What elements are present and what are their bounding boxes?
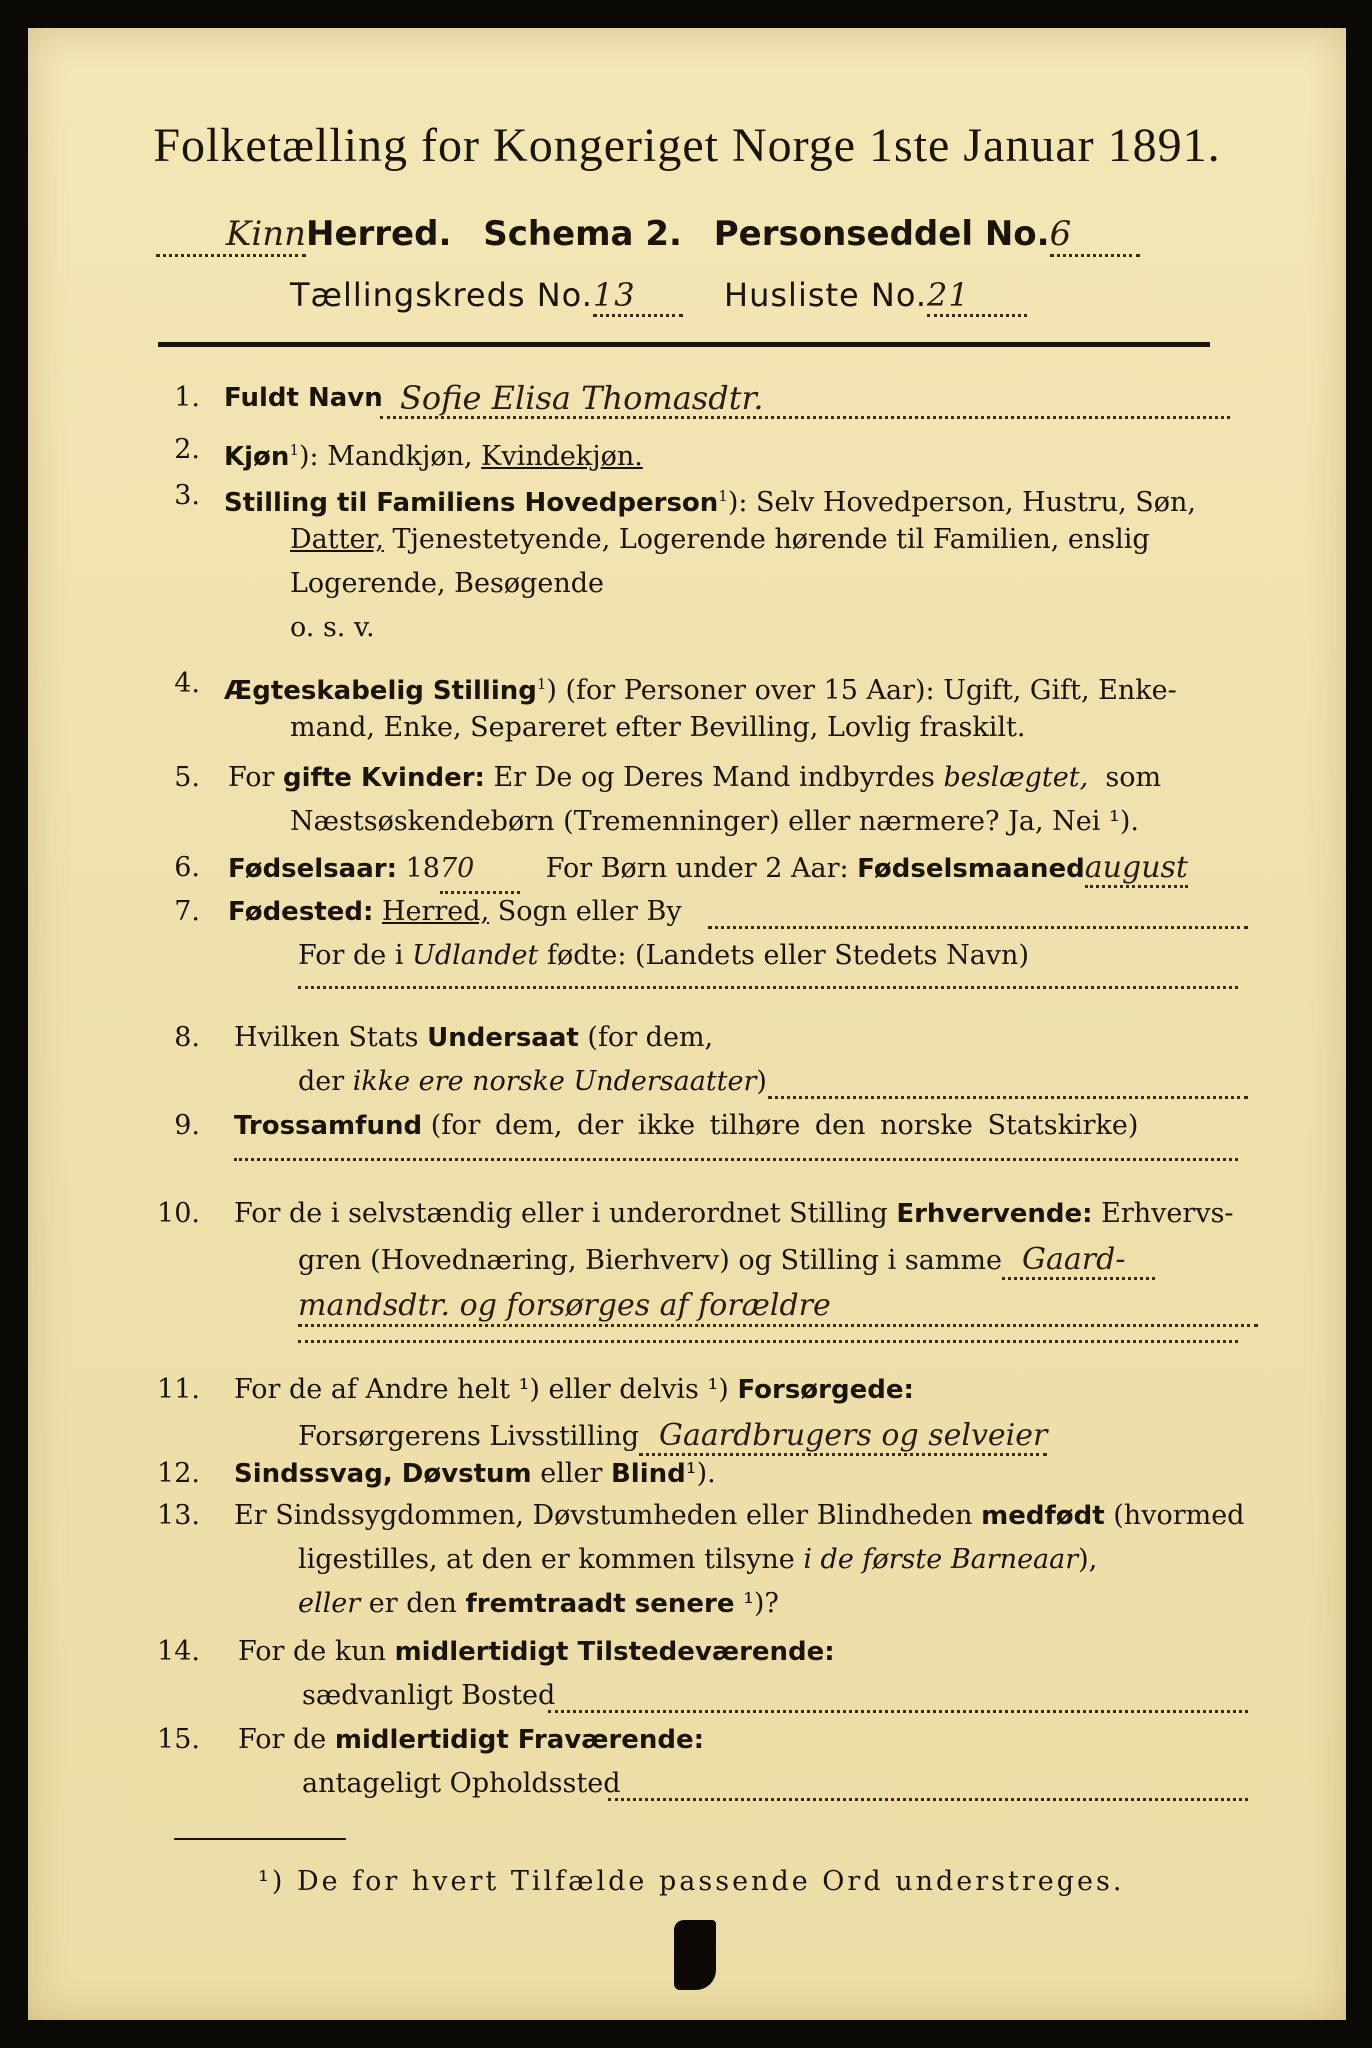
kreds-value: 13: [592, 276, 636, 314]
married-women-label: gifte Kvinder:: [283, 763, 485, 793]
kreds-label: Tællingskreds No.: [290, 276, 593, 314]
birth-year-label: Fødselsaar:: [228, 854, 397, 884]
temporary-absent-label: midlertidigt Fraværende:: [334, 1725, 705, 1755]
supported-label: Forsørgede:: [737, 1375, 914, 1405]
occupation-value-1: Gaard-: [1002, 1242, 1155, 1280]
birth-year-value: 70: [439, 853, 475, 884]
husliste-value: 21: [927, 276, 970, 314]
birth-month-value: august: [1085, 850, 1188, 888]
footnote: ¹) De for hvert Tilfælde passende Ord understreges.: [258, 1866, 1125, 1897]
footnote-rule: [174, 1838, 346, 1840]
ink-blot: [674, 1920, 716, 1990]
sex-label: Kjøn: [224, 442, 290, 472]
census-form: Folketælling for Kongeriget Norge 1ste Januar 1891. KinnHerred. Schema 2. Personseddel No.6 Tællingskreds No.13 Husliste No.21 1. Fuldt Navn Sofie Elisa Thomasdtr. 2. Kjøn$^1$): Mandkjøn, Kvindekjøn. 3. Stilling til Familiens Hovedperson$^1$): Selv Hovedperson, Hustru, Søn, Datter, Tjenestetyende, Logerende hørende til Familien, enslig Logerende, Besøgende o. s. v. 4. Ægteskabelig Stilling$^1$) (for Personer over 15 Aar): Ugift, Gift, Enke- mand, Enke, Separeret efter Bevilling, Lovlig fraskilt. 5. For gifte Kvinder: Er De og Deres Mand indbyrdes beslægtet, som Næstsøskendebørn (Tremenninger) eller nærmere? Ja, Nei ¹). 6. Fødselsaar: 1870 For Børn under 2 Aar: Fødselsmaanedaugust 7. Fødested: Herred, Sogn eller By For de i Udlandet fødte: (Landets eller Stedets Navn) 8. Hvilken Stats Undersaat (for dem, der ikke ere norske Undersaatter) 9. Trossamfund (for dem, der ikke tilhøre den norske Statskirke) 10. For de i selvstændig eller i underordnet Stilling Erhvervende: Erhvervs- gren (Hovednæring, Bierhverv) og Stilling i samme Gaard- mandsdtr. og forsørges af forældre 11. For de af Andre helt ¹) eller delvis ¹) Forsørgede: Forsørgerens Livsstilling Gaardbrugers og selveier 12. Sindssvag, Døvstum eller Blind¹). 13. Er Sindssygdommen, Døvstumheden eller Blindheden medfødt (hvormed ligestilles, at den er kommen tilsyne i de første Barneaar), eller er den fremtraadt senere ¹)? 14. For de kun midlertidigt Tilstedeværende: sædvanligt Bosted 15. For de midlertidigt Fraværende: antageligt Opholdssted ¹) De for hvert Tilfælde passende Ord understreges.: [28, 28, 1346, 2020]
disability-label: Sindssvag, Døvstum: [234, 1459, 532, 1489]
family-position-label: Stilling til Familiens Hovedperson: [224, 488, 719, 518]
form-title: Folketælling for Kongeriget Norge 1ste Januar 1891.: [153, 119, 1221, 172]
occupation-value-2: mandsdtr. og forsørges af forældre: [298, 1288, 831, 1323]
full-name-label: Fuldt Navn: [224, 383, 383, 413]
husliste-label: Husliste No.: [724, 276, 928, 314]
full-name-value: Sofie Elisa Thomasdtr.: [400, 379, 764, 417]
birthplace-value-underlined: Herred,: [381, 896, 490, 927]
sex-value-underlined: Kvindekjøn.: [481, 441, 643, 472]
religion-label: Trossamfund: [234, 1111, 423, 1141]
birthplace-label: Fødested:: [228, 897, 374, 927]
schema-line: [156, 214, 1246, 257]
schema-label: Schema 2.: [483, 214, 682, 254]
occupation-label: Erhvervende:: [896, 1199, 1093, 1229]
family-position-value-underlined: Datter,: [290, 524, 384, 555]
nationality-label: Undersaat: [427, 1023, 579, 1053]
header-rule: [158, 342, 1210, 347]
marital-label: Ægteskabelig Stilling: [224, 676, 537, 706]
temporary-present-label: midlertidigt Tilstedeværende:: [394, 1637, 835, 1667]
herred-label: Herred.: [306, 214, 452, 254]
supporter-occupation-value: Gaardbrugers og selveier: [639, 1418, 1047, 1456]
kreds-line: [290, 276, 1170, 317]
congenital-label: medfødt: [981, 1501, 1105, 1531]
personseddel-label: Personseddel No.: [713, 214, 1050, 254]
herred-value: Kinn: [225, 214, 306, 254]
personseddel-value: 6: [1049, 214, 1072, 254]
